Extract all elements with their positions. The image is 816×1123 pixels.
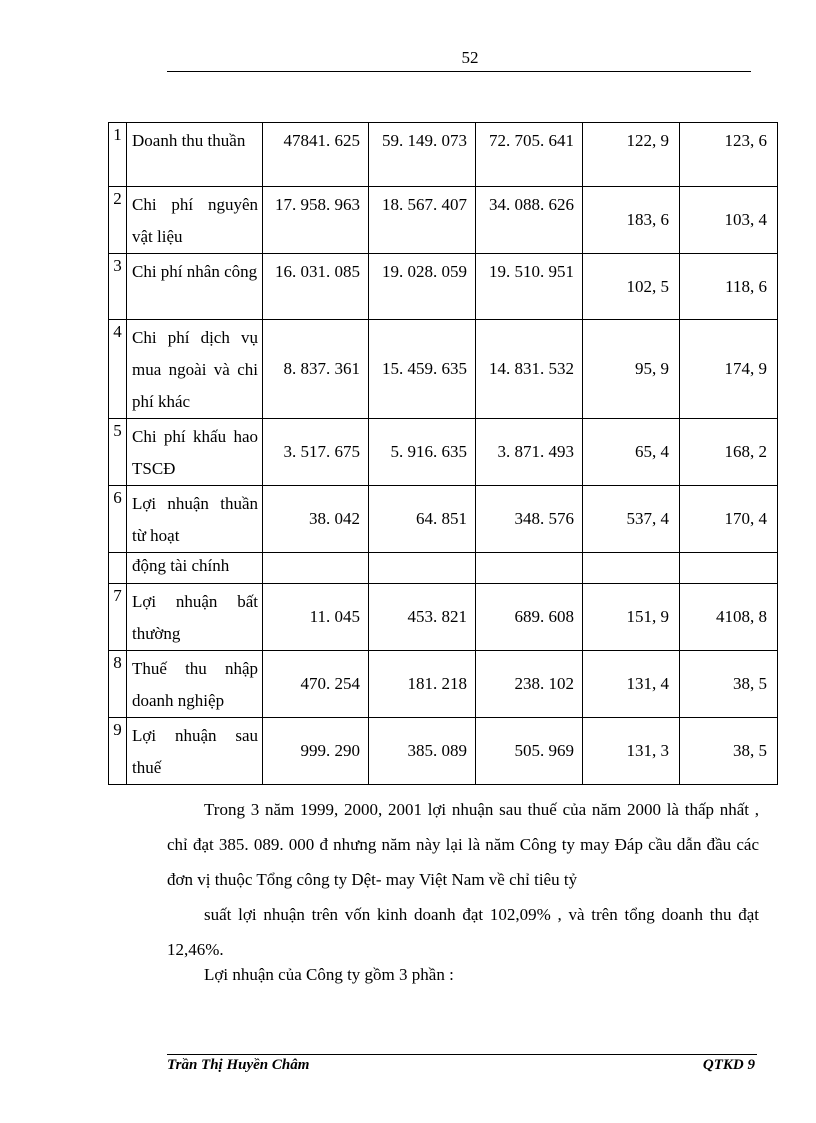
row-index: 6 [109, 486, 127, 553]
body-paragraph: suất lợi nhuận trên vốn kinh doanh đạt 102,09% , và trên tổng doanh thu đạt 12,46%. [167, 905, 759, 959]
value-2000: 181. 218 [369, 651, 476, 718]
ratio-2001-2000: 38, 5 [680, 651, 778, 718]
footer-class: QTKD 9 [702, 1057, 755, 1073]
value-1999: 17. 958. 963 [263, 187, 369, 254]
value-2001: 348. 576 [476, 486, 583, 553]
value-1999: 470. 254 [263, 651, 369, 718]
ratio-2001-2000: 38, 5 [680, 718, 778, 785]
row-label: Lợi nhuận bất thường [127, 584, 263, 651]
footer-divider [167, 1054, 757, 1055]
ratio-2001-2000: 103, 4 [680, 187, 778, 254]
value-2001: 19. 510. 951 [476, 254, 583, 320]
row-label: Chi phí nguyên vật liệu [127, 187, 263, 254]
ratio-2000-1999: 537, 4 [583, 486, 680, 553]
header-divider [167, 71, 751, 72]
ratio-2000-1999: 122, 9 [583, 123, 680, 187]
value-2001: 505. 969 [476, 718, 583, 785]
ratio-2001-2000 [680, 553, 778, 584]
row-label: Chi phí dịch vụ mua ngoài và chi phí khác [127, 320, 263, 419]
value-2000: 19. 028. 059 [369, 254, 476, 320]
table-row [109, 254, 778, 320]
ratio-2001-2000: 170, 4 [680, 486, 778, 553]
ratio-2000-1999: 95, 9 [583, 320, 680, 419]
row-index: 7 [109, 584, 127, 651]
ratio-2001-2000: 174, 9 [680, 320, 778, 419]
footer-author: Trần Thị Huyền Châm [167, 1057, 310, 1073]
body-paragraph: Trong 3 năm 1999, 2000, 2001 lợi nhuận sau thuế của năm 2000 là thấp nhất , chỉ đạt 385. 089. 000 đ nhưng năm này lại là năm Công ty may Đáp cầu dẫn đầu các đơn vị thuộc Tổng công ty Dệt- may Việt Nam về chỉ tiêu tỷ [167, 800, 759, 889]
ratio-2001-2000: 123, 6 [680, 123, 778, 187]
value-2000: 18. 567. 407 [369, 187, 476, 254]
ratio-2000-1999: 183, 6 [583, 187, 680, 254]
table-row [109, 123, 778, 187]
financial-table [108, 122, 778, 785]
value-1999 [263, 553, 369, 584]
row-label: động tài chính [127, 553, 263, 584]
table-row [109, 419, 778, 486]
value-2000 [369, 553, 476, 584]
value-2000: 15. 459. 635 [369, 320, 476, 419]
value-2000: 453. 821 [369, 584, 476, 651]
value-1999: 8. 837. 361 [263, 320, 369, 419]
value-1999: 38. 042 [263, 486, 369, 553]
ratio-2001-2000: 4108, 8 [680, 584, 778, 651]
row-label: Lợi nhuận thuần từ hoạt [127, 486, 263, 553]
page-number: 52 [461, 48, 479, 67]
value-1999: 999. 290 [263, 718, 369, 785]
value-2001: 72. 705. 641 [476, 123, 583, 187]
table-row [109, 320, 778, 419]
row-label: Chi phí nhân công [127, 254, 263, 320]
row-index: 2 [109, 187, 127, 254]
ratio-2001-2000: 118, 6 [680, 254, 778, 320]
table-row [109, 553, 778, 584]
ratio-2000-1999: 131, 3 [583, 718, 680, 785]
ratio-2000-1999: 131, 4 [583, 651, 680, 718]
value-2000: 64. 851 [369, 486, 476, 553]
table-row [109, 486, 778, 553]
ratio-2000-1999: 65, 4 [583, 419, 680, 486]
row-index: 4 [109, 320, 127, 419]
row-label: Chi phí khấu hao TSCĐ [127, 419, 263, 486]
ratio-2000-1999: 102, 5 [583, 254, 680, 320]
value-2000: 385. 089 [369, 718, 476, 785]
table-row [109, 718, 778, 785]
table-row [109, 187, 778, 254]
value-1999: 16. 031. 085 [263, 254, 369, 320]
ratio-2000-1999: 151, 9 [583, 584, 680, 651]
value-1999: 11. 045 [263, 584, 369, 651]
row-label: Lợi nhuận sau thuế [127, 718, 263, 785]
value-2000: 59. 149. 073 [369, 123, 476, 187]
value-2001: 3. 871. 493 [476, 419, 583, 486]
row-index [109, 553, 127, 584]
value-2001 [476, 553, 583, 584]
row-index: 9 [109, 718, 127, 785]
value-2001: 14. 831. 532 [476, 320, 583, 419]
row-index: 1 [109, 123, 127, 187]
value-2001: 34. 088. 626 [476, 187, 583, 254]
row-index: 5 [109, 419, 127, 486]
row-index: 8 [109, 651, 127, 718]
row-label: Doanh thu thuần [127, 123, 263, 187]
value-2001: 689. 608 [476, 584, 583, 651]
ratio-2000-1999 [583, 553, 680, 584]
table-row [109, 584, 778, 651]
value-2000: 5. 916. 635 [369, 419, 476, 486]
row-index: 3 [109, 254, 127, 320]
ratio-2001-2000: 168, 2 [680, 419, 778, 486]
body-paragraph: Lợi nhuận của Công ty gồm 3 phần : [204, 965, 454, 984]
table-row [109, 651, 778, 718]
row-label: Thuế thu nhập doanh nghiệp [127, 651, 263, 718]
value-1999: 3. 517. 675 [263, 419, 369, 486]
value-1999: 47841. 625 [263, 123, 369, 187]
value-2001: 238. 102 [476, 651, 583, 718]
